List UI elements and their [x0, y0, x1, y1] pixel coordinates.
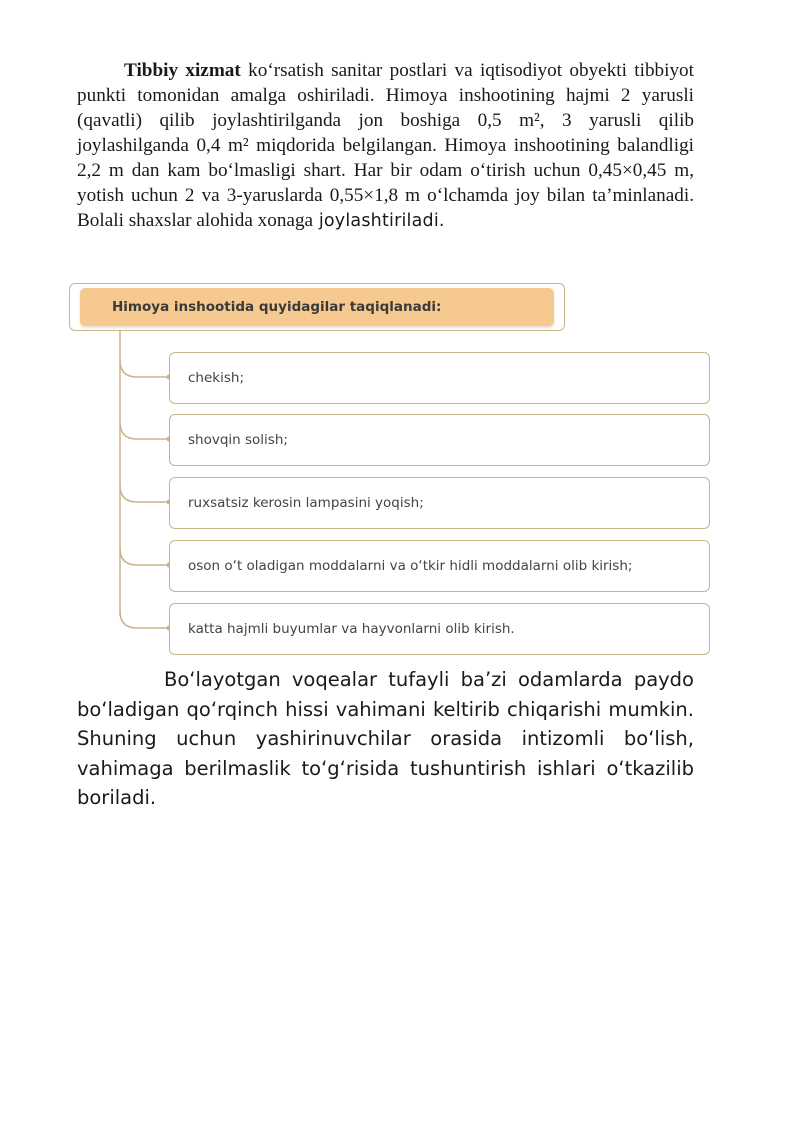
prohibition-item: shovqin solish; [169, 414, 710, 466]
prohibitions-header-box [69, 283, 565, 331]
intro-tail: joylashtiriladi. [313, 211, 445, 231]
prohibition-item: oson o‘t oladigan moddalarni va o‘tkir hidli moddalarni olib kirish; [169, 540, 710, 592]
prohibition-item: ruxsatsiz kerosin lampasini yoqish; [169, 477, 710, 529]
prohibitions-header: Himoya inshootida quyidagilar taqiqlanadi: [80, 288, 554, 326]
prohibition-item: katta hajmli buyumlar va hayvonlarni olib kirish. [169, 603, 710, 655]
closing-body: Bo‘layotgan voqealar tufayli ba’zi odamlarda paydo bo‘ladigan qo‘rqinch hissi vahimani keltirib chiqarishi mumkin. Shuning uchun yashirinuvchilar orasida intizomli bo‘lish, vahimaga berilmaslik to‘g‘risida tushuntirish ishlari o‘tkazilib boriladi. [77, 668, 694, 809]
closing-paragraph [77, 665, 694, 813]
intro-bold-lead: Tibbiy xizmat [124, 60, 241, 81]
intro-body: ko‘rsatish sanitar postlari va iqtisodiyot obyekti tibbiyot punkti tomonidan amalga oshiriladi. Himoya inshootining hajmi 2 yarusli (qavatli) qilib joylashtirilganda jon boshiga 0,5 m², 3 yarusli qilib joylashilganda 0,4 m² miqdorida belgilangan. Himoya inshootining balandligi 2,2 m dan kam bo‘lmasligi shart. Har bir odam o‘tirish uchun 0,45×0,45 m, yotish uchun 2 va 3-yaruslarda 0,55×1,8 m o‘lchamda joy bilan ta’minlanadi. Bolali shaxslar alohida xonaga [77, 60, 694, 231]
prohibition-item: chekish; [169, 352, 710, 404]
